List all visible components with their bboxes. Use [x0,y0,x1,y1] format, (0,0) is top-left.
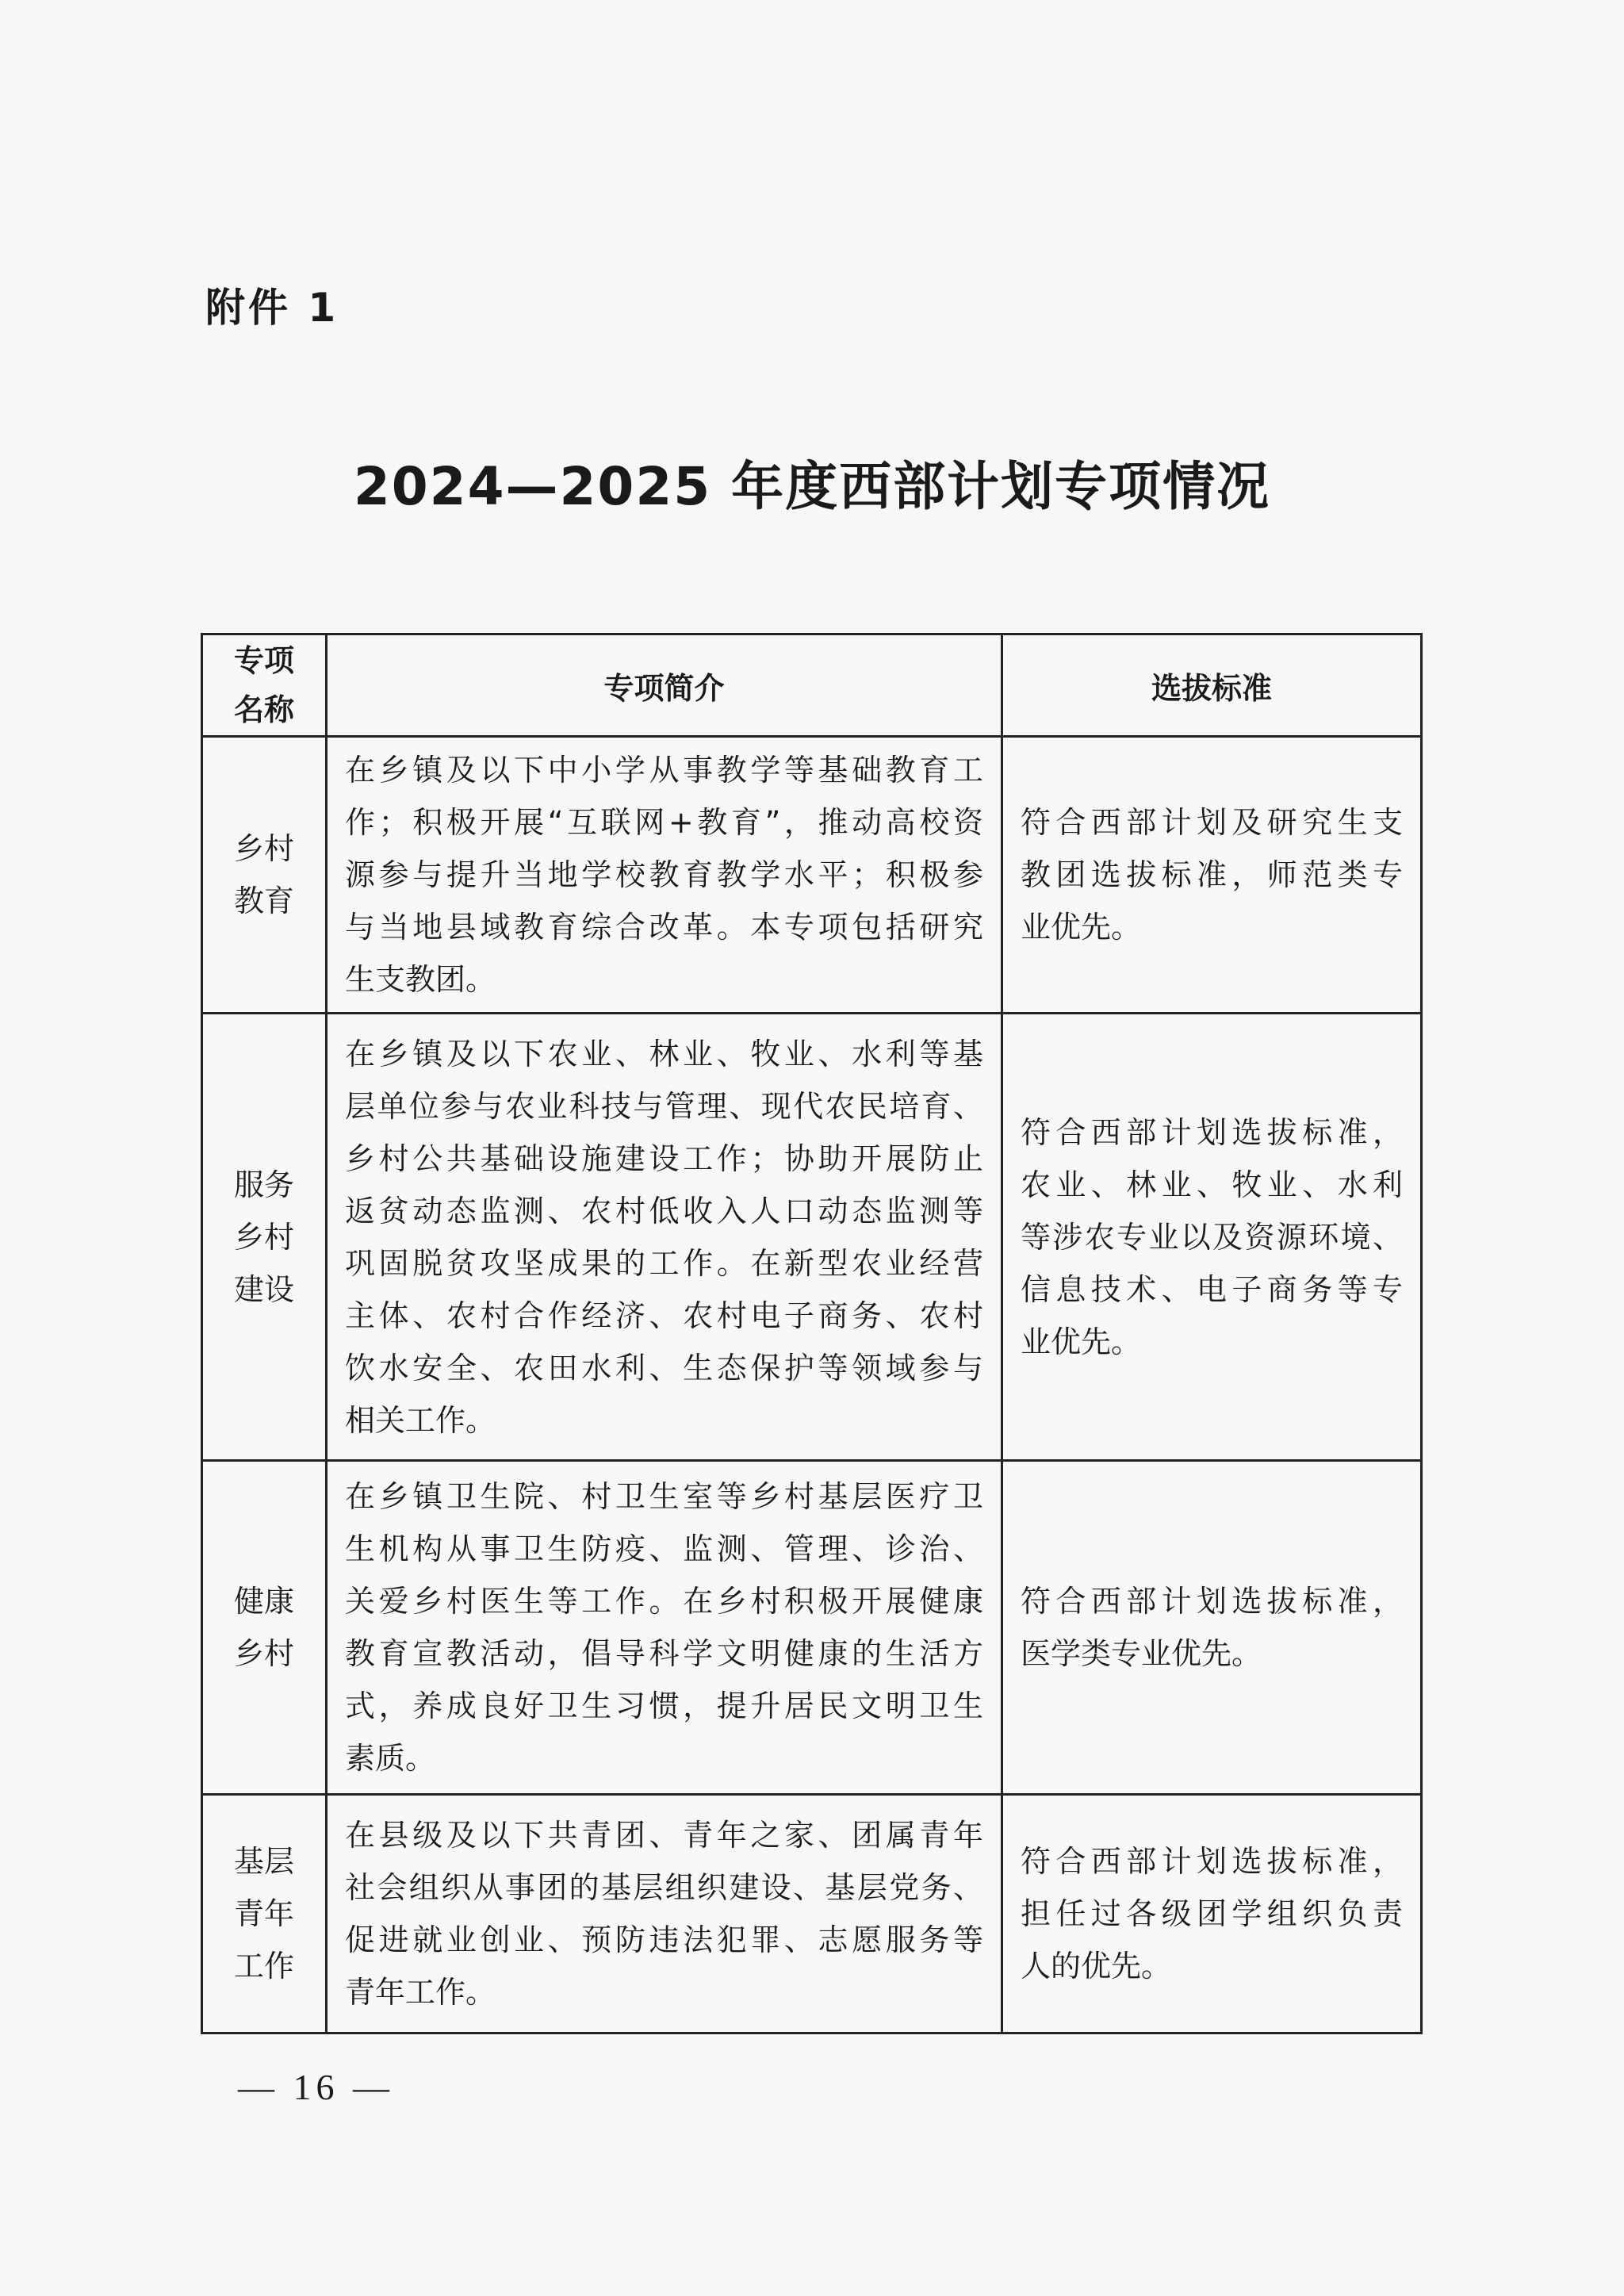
project-name-line: 基层 [233,1844,294,1879]
project-name-line: 教育 [233,884,294,918]
table-row [202,1014,1422,1461]
project-intro-line: 生机构从事卫生防疫、监测、管理、诊治、 [345,1531,983,1566]
table-row [202,737,1422,1014]
project-intro-line: 关爱乡村医生等工作。在乡村积极开展健康 [345,1584,983,1619]
project-intro-line: 乡村公共基础设施建设工作；协助开展防止 [345,1140,983,1176]
project-name-line: 乡村 [233,1636,294,1671]
project-criteria-line: 人的优先。 [1021,1949,1172,1984]
project-intro-line: 返贫动态监测、农村低收入人口动态监测等 [345,1193,983,1228]
project-intro-line: 在乡镇及以下中小学从事教学等基础教育工 [345,753,983,788]
project-criteria-line: 业优先。 [1021,1324,1142,1359]
project-name-line: 乡村 [233,1219,294,1255]
project-intro-line: 促进就业创业、预防违法犯罪、志愿服务等 [345,1922,983,1957]
header-name-line: 专项 [233,643,294,678]
project-criteria-line: 担任过各级团学组织负责 [1021,1896,1403,1931]
table-row [202,1795,1422,2033]
project-criteria-line: 符合西部计划选拔标准， [1021,1844,1403,1879]
project-criteria-line: 医学类专业优先。 [1021,1636,1262,1671]
project-intro-line: 教育宣教活动，倡导科学文明健康的生活方 [345,1636,983,1671]
project-name [202,1461,327,1795]
project-criteria [1002,1795,1422,2033]
project-intro-line: 巩固脱贫攻坚成果的工作。在新型农业经营 [345,1245,983,1281]
project-intro-line: 青年工作。 [345,1975,496,2010]
project-name-line: 健康 [233,1584,294,1619]
project-intro-line: 主体、农村合作经济、农村电子商务、农村 [345,1297,983,1333]
project-name [202,1795,327,2033]
attachment-label: 附件 1 [205,285,339,331]
project-intro-line: 素质。 [345,1741,436,1776]
project-name-line: 乡村 [233,831,294,866]
project-intro-line: 与当地县域教育综合改革。本专项包括研究 [345,910,983,945]
project-criteria-line: 符合西部计划选拔标准， [1021,1114,1403,1150]
project-criteria-line: 符合西部计划选拔标准， [1021,1584,1403,1619]
project-intro-line: 相关工作。 [345,1402,496,1438]
project-name [202,1014,327,1461]
page-number: — 16 — [238,2067,394,2107]
project-name-line: 工作 [233,1949,294,1984]
header-name [202,634,327,737]
header-intro: 专项简介 [327,634,1002,737]
header-criteria: 选拔标准 [1002,634,1422,737]
project-criteria-line: 业优先。 [1021,910,1142,945]
project-criteria-line: 信息技术、电子商务等专 [1021,1271,1403,1307]
project-intro-line: 饮水安全、农田水利、生态保护等领域参与 [345,1350,983,1386]
project-intro-line: 作；积极开展“互联网+教育”，推动高校资 [345,805,983,840]
project-intro-line: 式，养成良好卫生习惯，提升居民文明卫生 [345,1688,983,1723]
project-intro-line: 生支教团。 [345,962,496,997]
project-criteria [1002,1014,1422,1461]
document-title: 2024—2025 年度西部计划专项情况 [353,456,1271,517]
project-name [202,737,327,1014]
table-row [202,1461,1422,1795]
project-intro [327,1461,1002,1795]
project-criteria [1002,1461,1422,1795]
project-intro [327,737,1002,1014]
project-criteria [1002,737,1422,1014]
project-intro-line: 社会组织从事团的基层组织建设、基层党务、 [345,1870,983,1905]
project-criteria-line: 符合西部计划及研究生支 [1021,805,1403,840]
project-name-line: 服务 [233,1167,294,1202]
special-projects-table [201,633,1423,2034]
project-intro-line: 在乡镇卫生院、村卫生室等乡村基层医疗卫 [345,1479,983,1514]
header-name-line: 名称 [233,692,294,727]
project-intro [327,1795,1002,2033]
project-name-line: 建设 [233,1271,294,1307]
project-name-line: 青年 [233,1896,294,1931]
project-intro-line: 在县级及以下共青团、青年之家、团属青年 [345,1818,983,1853]
project-intro-line: 在乡镇及以下农业、林业、牧业、水利等基 [345,1036,983,1071]
project-criteria-line: 教团选拔标准，师范类专 [1021,857,1403,892]
project-intro-line: 源参与提升当地学校教育教学水平；积极参 [345,857,983,892]
project-criteria-line: 等涉农专业以及资源环境、 [1021,1219,1403,1255]
project-intro [327,1014,1002,1461]
project-intro-line: 层单位参与农业科技与管理、现代农民培育、 [345,1088,983,1124]
table-header-row [202,634,1422,737]
project-criteria-line: 农业、林业、牧业、水利 [1021,1167,1403,1202]
